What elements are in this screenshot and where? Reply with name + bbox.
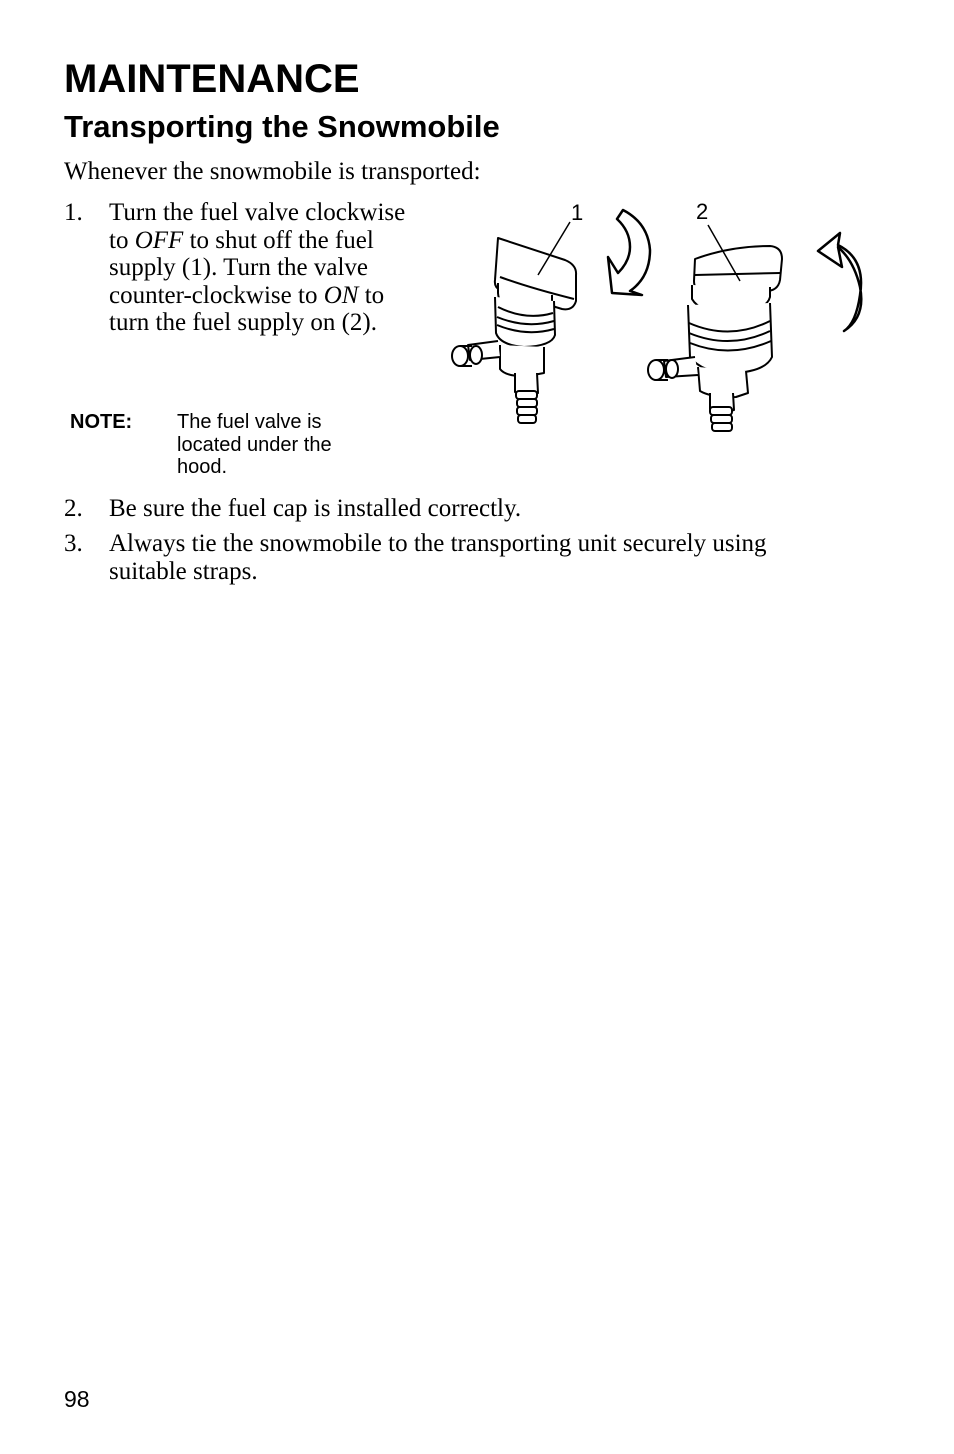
counter-clockwise-arrow-icon: [818, 233, 861, 331]
intro-text: Whenever the snowmobile is transported:: [64, 158, 481, 185]
on-term: ON: [323, 281, 359, 309]
step-number: 1.: [64, 199, 83, 226]
section-title: MAINTENANCE: [64, 57, 360, 101]
step-number: 3.: [64, 530, 83, 557]
note-label: NOTE:: [70, 411, 133, 433]
clockwise-arrow-icon: [608, 210, 650, 295]
page-title: Transporting the Snowmobile: [64, 109, 500, 144]
step-text: Always tie the snowmobile to the transporting unit securely using suitable straps.: [109, 530, 767, 585]
fuel-valve-on-icon: [648, 246, 782, 431]
fuel-valve-illustration: [440, 195, 880, 440]
step-number: 2.: [64, 495, 83, 522]
fuel-valve-off-icon: [452, 238, 576, 423]
page-number: 98: [64, 1386, 90, 1412]
step-text: Be sure the fuel cap is installed correctly.: [109, 495, 522, 522]
callout-2: 2: [696, 199, 709, 224]
off-term: OFF: [134, 226, 184, 254]
note-text: The fuel valve is located under the hood.: [177, 411, 332, 478]
callout-1: 1: [571, 200, 584, 225]
step-text: Turn the fuel valve clockwise to OFF to shut off the fuel supply (1). Turn the valve counter-clockwise to ON to turn the fuel supply on (2).: [109, 199, 406, 336]
